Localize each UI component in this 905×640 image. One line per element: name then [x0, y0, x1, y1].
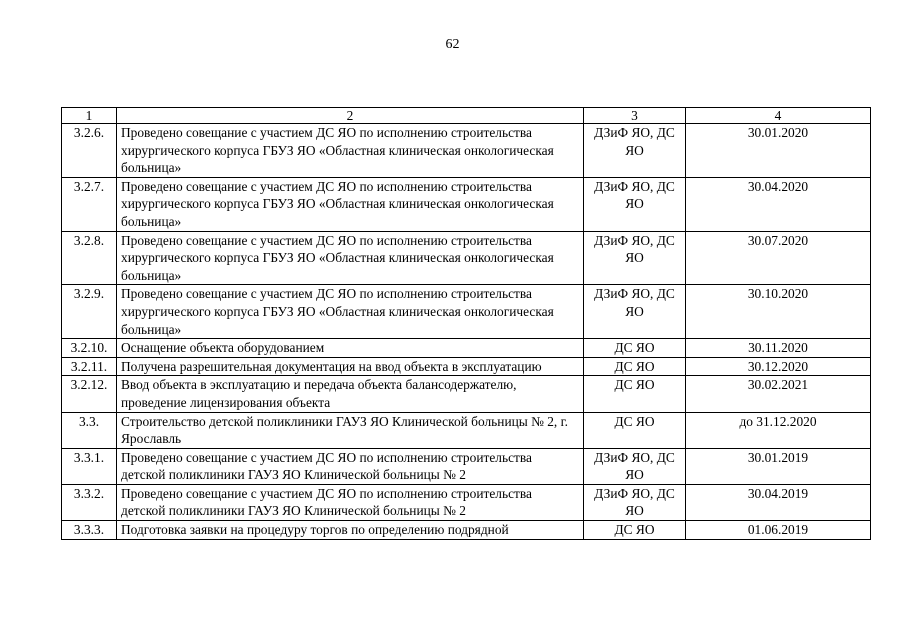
- item-deadline: 30.02.2021: [686, 376, 871, 412]
- item-description: Подготовка заявки на процедуру торгов по определению подрядной: [117, 521, 584, 540]
- item-description: Проведено совещание с участием ДС ЯО по исполнению строительства хирургического корпуса ГБУЗ ЯО «Областная клиническая онкологическая больница»: [117, 285, 584, 339]
- table-row: [62, 484, 871, 520]
- column-number-3: 3: [584, 108, 686, 124]
- item-number: 3.3.1.: [62, 448, 117, 484]
- item-executor: ДЗиФ ЯО, ДС ЯО: [584, 448, 686, 484]
- item-number: 3.2.7.: [62, 177, 117, 231]
- item-description: Проведено совещание с участием ДС ЯО по исполнению строительства детской поликлиники ГАУЗ ЯО Клинической больницы № 2: [117, 448, 584, 484]
- item-executor: ДС ЯО: [584, 376, 686, 412]
- table-row: [62, 285, 871, 339]
- item-number: 3.2.8.: [62, 231, 117, 285]
- item-deadline: 30.01.2019: [686, 448, 871, 484]
- item-executor: ДС ЯО: [584, 412, 686, 448]
- item-deadline: 30.01.2020: [686, 124, 871, 178]
- item-deadline: 30.10.2020: [686, 285, 871, 339]
- table-row: [62, 177, 871, 231]
- column-number-4: 4: [686, 108, 871, 124]
- item-executor: ДС ЯО: [584, 521, 686, 540]
- item-description: Оснащение объекта оборудованием: [117, 339, 584, 358]
- table-row: [62, 376, 871, 412]
- item-executor: ДЗиФ ЯО, ДС ЯО: [584, 124, 686, 178]
- table-row: [62, 339, 871, 358]
- page-number: 62: [445, 37, 460, 52]
- item-executor: ДЗиФ ЯО, ДС ЯО: [584, 484, 686, 520]
- item-executor: ДЗиФ ЯО, ДС ЯО: [584, 285, 686, 339]
- table-row: [62, 231, 871, 285]
- item-number: 3.2.6.: [62, 124, 117, 178]
- column-number-2: 2: [117, 108, 584, 124]
- item-number: 3.3.3.: [62, 521, 117, 540]
- item-deadline: 30.04.2020: [686, 177, 871, 231]
- item-deadline: до 31.12.2020: [686, 412, 871, 448]
- table-row: [62, 124, 871, 178]
- plan-table-body: [62, 108, 871, 540]
- item-description: Строительство детской поликлиники ГАУЗ ЯО Клинической больницы № 2, г. Ярославль: [117, 412, 584, 448]
- plan-table: [61, 107, 871, 540]
- item-deadline: 01.06.2019: [686, 521, 871, 540]
- item-description: Проведено совещание с участием ДС ЯО по исполнению строительства детской поликлиники ГАУЗ ЯО Клинической больницы № 2: [117, 484, 584, 520]
- column-number-1: 1: [62, 108, 117, 124]
- table-row: [62, 448, 871, 484]
- item-executor: ДС ЯО: [584, 339, 686, 358]
- item-number: 3.2.12.: [62, 376, 117, 412]
- item-description: Проведено совещание с участием ДС ЯО по исполнению строительства хирургического корпуса ГБУЗ ЯО «Областная клиническая онкологическая больница»: [117, 231, 584, 285]
- item-deadline: 30.07.2020: [686, 231, 871, 285]
- item-number: 3.2.11.: [62, 357, 117, 376]
- item-deadline: 30.11.2020: [686, 339, 871, 358]
- item-number: 3.3.2.: [62, 484, 117, 520]
- item-number: 3.2.9.: [62, 285, 117, 339]
- table-row: [62, 357, 871, 376]
- item-description: Проведено совещание с участием ДС ЯО по исполнению строительства хирургического корпуса ГБУЗ ЯО «Областная клиническая онкологическая больница»: [117, 124, 584, 178]
- item-executor: ДС ЯО: [584, 357, 686, 376]
- table-header-row: [62, 108, 871, 124]
- item-description: Получена разрешительная документация на ввод объекта в эксплуатацию: [117, 357, 584, 376]
- item-deadline: 30.04.2019: [686, 484, 871, 520]
- table-row: [62, 521, 871, 540]
- table-row: [62, 412, 871, 448]
- item-number: 3.2.10.: [62, 339, 117, 358]
- item-number: 3.3.: [62, 412, 117, 448]
- item-executor: ДЗиФ ЯО, ДС ЯО: [584, 177, 686, 231]
- item-deadline: 30.12.2020: [686, 357, 871, 376]
- item-description: Ввод объекта в эксплуатацию и передача объекта балансодержателю, проведение лицензирования объекта: [117, 376, 584, 412]
- item-description: Проведено совещание с участием ДС ЯО по исполнению строительства хирургического корпуса ГБУЗ ЯО «Областная клиническая онкологическая больница»: [117, 177, 584, 231]
- item-executor: ДЗиФ ЯО, ДС ЯО: [584, 231, 686, 285]
